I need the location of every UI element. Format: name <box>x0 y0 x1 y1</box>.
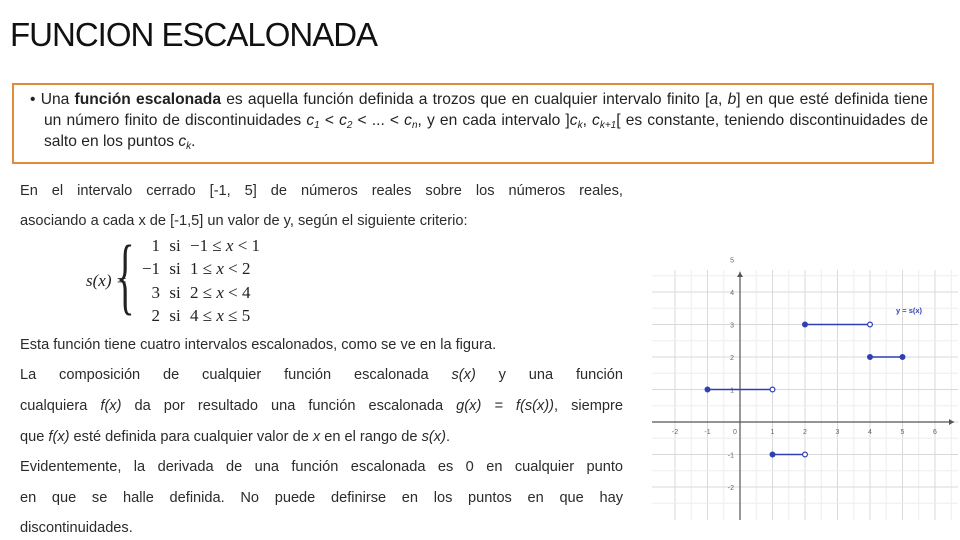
definition-box <box>12 83 934 164</box>
formula-cond: ≤ 5 <box>223 306 251 325</box>
x-tick-label: 5 <box>900 429 905 436</box>
math-run: s(x) <box>451 367 476 383</box>
text-run: en el rango de <box>320 429 422 445</box>
definition-part: es aquella función definida a trozos que en cualquier intervalo finito [ <box>221 91 710 108</box>
formula-row <box>138 236 260 256</box>
text-run: cualquiera <box>20 398 101 414</box>
definition-lead: Una <box>40 91 75 108</box>
formula-var: x <box>216 306 224 325</box>
paragraph-line: Esta función tiene cuatro intervalos escalonados, como se ve en la figura. <box>20 337 497 353</box>
formula-var: x <box>216 259 224 278</box>
open-endpoint <box>868 322 873 327</box>
y-tick-label: 4 <box>730 290 734 297</box>
paragraph-line <box>20 367 623 383</box>
text-run: La composición de cualquier función escalonada <box>20 367 452 383</box>
definition-part: , <box>582 112 593 129</box>
closed-endpoint <box>705 387 710 392</box>
definition-part: , <box>718 91 728 108</box>
closed-endpoint <box>803 322 808 327</box>
paragraph-line: Evidentemente, la derivada de una función escalonada es 0 en cualquier punto <box>20 459 623 475</box>
left-brace: { <box>116 227 135 323</box>
definition-part: . <box>191 133 196 150</box>
formula-row <box>138 283 250 303</box>
formula-value: −1 <box>141 259 160 278</box>
text-run: , siempre <box>554 398 623 414</box>
var-b: b <box>727 91 737 108</box>
formula-si: si <box>169 306 181 325</box>
formula-cond: < 2 <box>223 259 251 278</box>
math-run: x <box>312 429 321 445</box>
y-axis-arrow <box>737 272 743 277</box>
x-tick-label: 1 <box>770 429 775 436</box>
text-run: esté definida para cualquier valor de <box>69 429 313 445</box>
y-tick-label: 5 <box>730 257 734 265</box>
definition-text <box>30 89 928 152</box>
definition-part: < ... < <box>352 112 405 129</box>
formula-var: x <box>225 236 234 255</box>
math-run: s(x) <box>421 429 446 445</box>
formula-cond: 4 ≤ <box>190 306 217 325</box>
formula-value: 2 <box>151 306 160 325</box>
math-run: f(x) <box>100 398 122 414</box>
x-tick-label: -1 <box>704 429 711 436</box>
paragraph-line: asociando a cada x de [-1,5] un valor de y, según el siguiente criterio: <box>20 213 468 229</box>
definition-term: función escalonada <box>74 91 221 108</box>
formula-si: si <box>169 236 181 255</box>
formula-si: si <box>169 259 181 278</box>
x-tick-label: -2 <box>671 429 679 436</box>
open-endpoint <box>770 387 775 392</box>
y-tick-label: -2 <box>727 485 734 492</box>
text-run: que <box>20 429 49 445</box>
formula-value: 3 <box>151 283 160 302</box>
bullet: • <box>30 91 36 108</box>
subscript: k <box>577 120 583 131</box>
subscript: k <box>186 141 192 152</box>
legend-label: y = s(x) <box>896 306 923 315</box>
var-ck1: c <box>592 112 600 129</box>
formula-cond: < 4 <box>223 283 251 302</box>
formula-cond: 1 ≤ <box>190 259 217 278</box>
y-tick-label: 1 <box>730 387 734 395</box>
x-tick-label: 2 <box>803 429 807 436</box>
formula-row <box>138 259 250 279</box>
var-ck: c <box>569 112 578 129</box>
closed-endpoint <box>770 452 775 457</box>
formula-value: 1 <box>151 236 160 255</box>
closed-endpoint <box>900 355 905 360</box>
definition-part: [ es constante, teniendo discontinuidades de salto en los puntos <box>44 112 928 150</box>
paragraph-line <box>20 429 623 445</box>
open-endpoint <box>803 452 808 457</box>
formula-si: si <box>169 283 181 302</box>
math-run: f(x) <box>48 429 70 445</box>
paragraph-line: En el intervalo cerrado [-1, 5] de números reales sobre los números reales, <box>20 183 623 199</box>
piecewise-formula <box>86 227 261 330</box>
text-run: da por resultado una función escalonada <box>121 398 457 414</box>
subscript: 1 <box>314 120 320 131</box>
var-c1: c <box>306 112 315 129</box>
x-tick-label: 4 <box>868 429 872 436</box>
formula-cond: 2 ≤ <box>190 283 217 302</box>
definition-part: < <box>319 112 340 129</box>
definition-part: , y en cada intervalo ] <box>417 112 570 129</box>
x-tick-label: 0 <box>733 429 737 436</box>
var-a: a <box>709 91 719 108</box>
text-run: . <box>445 429 450 445</box>
paragraph-line: en que se halle definida. No puede definirse en los puntos en que hay <box>20 490 623 506</box>
x-tick-label: 3 <box>835 429 840 436</box>
step-function-chart <box>652 257 958 520</box>
math-run: g(x) = f(s(x)) <box>456 398 554 414</box>
formula-var: x <box>216 283 224 302</box>
var-cn: c <box>404 112 412 129</box>
subscript: k+1 <box>599 120 617 131</box>
y-tick-label: -1 <box>727 452 734 460</box>
subscript: n <box>411 120 418 131</box>
formula-cond: < 1 <box>233 236 261 255</box>
var-c2: c <box>339 112 347 129</box>
y-tick-label: 3 <box>730 322 734 330</box>
y-tick-label: 2 <box>730 355 734 362</box>
text-run: y una función <box>475 367 623 383</box>
formula-row <box>138 306 250 326</box>
formula-lhs: s(x) = <box>86 271 128 290</box>
definition-part: ] en que esté definida tiene un número finito de discontinuidades <box>44 91 928 129</box>
paragraph-line: discontinuidades. <box>20 520 133 536</box>
x-tick-label: 6 <box>933 429 937 436</box>
var-ck: c <box>178 133 187 150</box>
formula-cond: −1 ≤ <box>190 236 226 255</box>
closed-endpoint <box>868 355 873 360</box>
paragraph-line <box>20 398 623 414</box>
page-title: FUNCION ESCALONADA <box>10 16 378 53</box>
subscript: 2 <box>346 120 353 131</box>
